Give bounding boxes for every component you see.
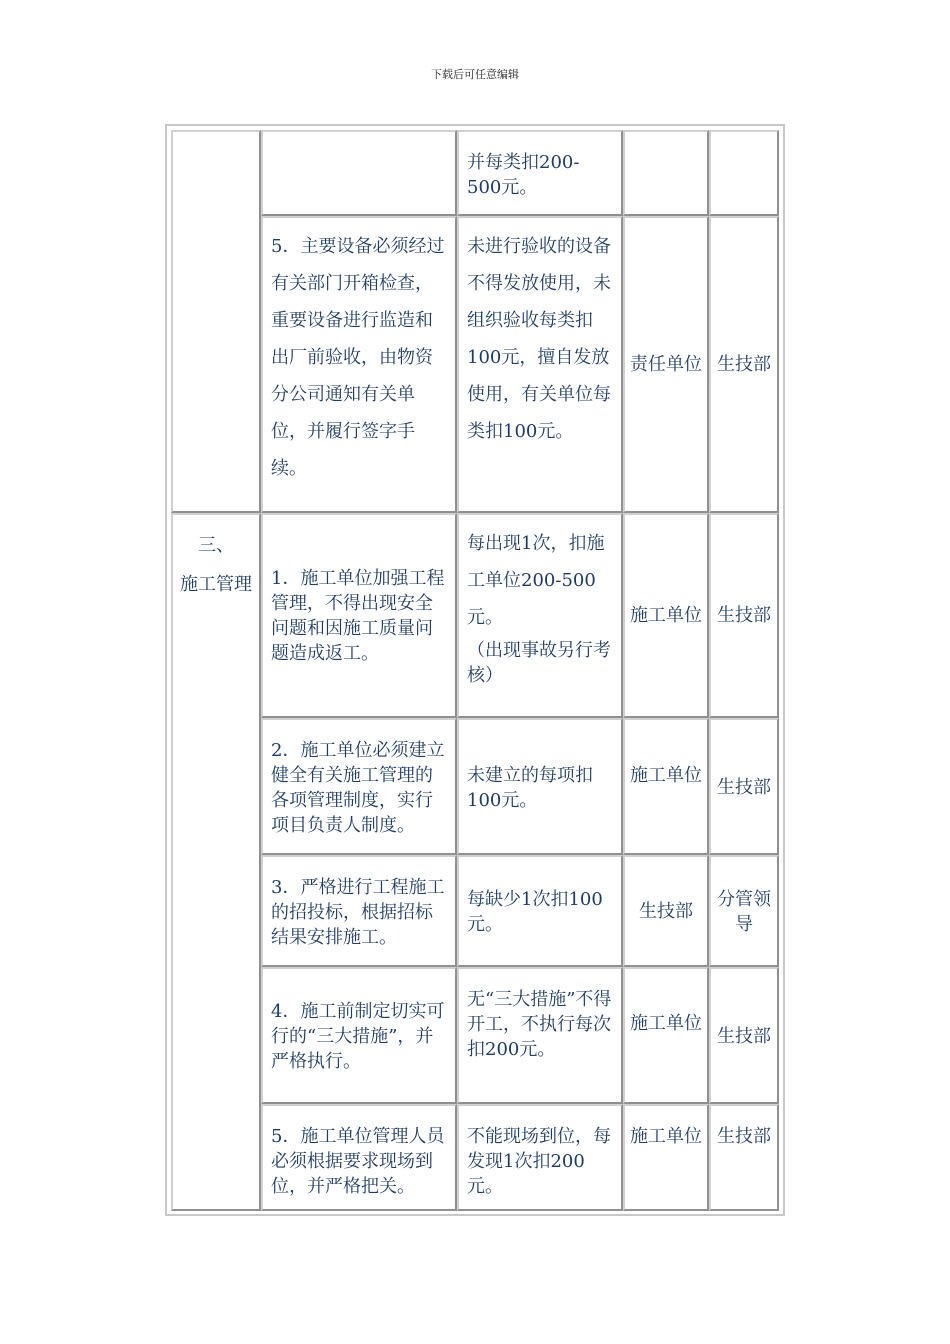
responsible-cell: 施工单位 (623, 718, 709, 855)
responsible-cell: 生技部 (623, 855, 709, 967)
category-cell-1 (171, 130, 261, 513)
penalty-cell: 未进行验收的设备不得发放使用，未组织验收每类扣100元，擅自发放使用，有关单位每类扣100元。 (457, 216, 623, 513)
item-cell: 1．施工单位加强工程管理，不得出现安全问题和因施工质量问题造成返工。 (261, 513, 457, 718)
penalty-note: （出现事故另行考核） (467, 640, 611, 686)
checker-cell: 生技部 (709, 718, 779, 855)
checker-cell: 生技部 (709, 967, 779, 1104)
penalty-cell: 不能现场到位，每发现1次扣200元。 (457, 1104, 623, 1211)
responsible-cell (623, 130, 709, 216)
checker-cell: 生技部 (709, 216, 779, 513)
responsible-cell: 施工单位 (623, 967, 709, 1104)
category-title: 施工管理 (180, 574, 252, 595)
responsible-cell: 施工单位 (623, 513, 709, 718)
category-cell-construction (171, 513, 261, 1211)
item-cell: 4．施工前制定切实可行的“三大措施”，并严格执行。 (261, 967, 457, 1104)
item-cell: 5．施工单位管理人员必须根据要求现场到位，并严格把关。 (261, 1104, 457, 1211)
item-cell: 5．主要设备必须经过有关部门开箱检查，重要设备进行监造和出厂前验收，由物资分公司通知有关单位，并履行签字手续。 (261, 216, 457, 513)
checker-cell: 分管领导 (709, 855, 779, 967)
penalty-cell: 每出现1次，扣施工单位200-500元。 （出现事故另行考核） (457, 513, 623, 718)
penalty-cell: 无“三大措施”不得开工，不执行每次扣200元。 (457, 967, 623, 1104)
checker-cell: 生技部 (709, 513, 779, 718)
checker-cell (709, 130, 779, 216)
penalty-cell: 并每类扣200-500元。 (457, 130, 623, 216)
item-cell: 2．施工单位必须建立健全有关施工管理的各项管理制度，实行项目负责人制度。 (261, 718, 457, 855)
checker-cell: 生技部 (709, 1104, 779, 1211)
item-cell: 3．严格进行工程施工的招投标，根据招标结果安排施工。 (261, 855, 457, 967)
penalty-cell: 每缺少1次扣100元。 (457, 855, 623, 967)
category-number: 三、 (198, 535, 234, 556)
responsible-cell: 责任单位 (623, 216, 709, 513)
regulation-table (165, 124, 785, 1216)
penalty-cell: 未建立的每项扣100元。 (457, 718, 623, 855)
responsible-cell: 施工单位 (623, 1104, 709, 1211)
page-header: 下载后可任意编辑 (431, 68, 519, 81)
item-cell (261, 130, 457, 216)
